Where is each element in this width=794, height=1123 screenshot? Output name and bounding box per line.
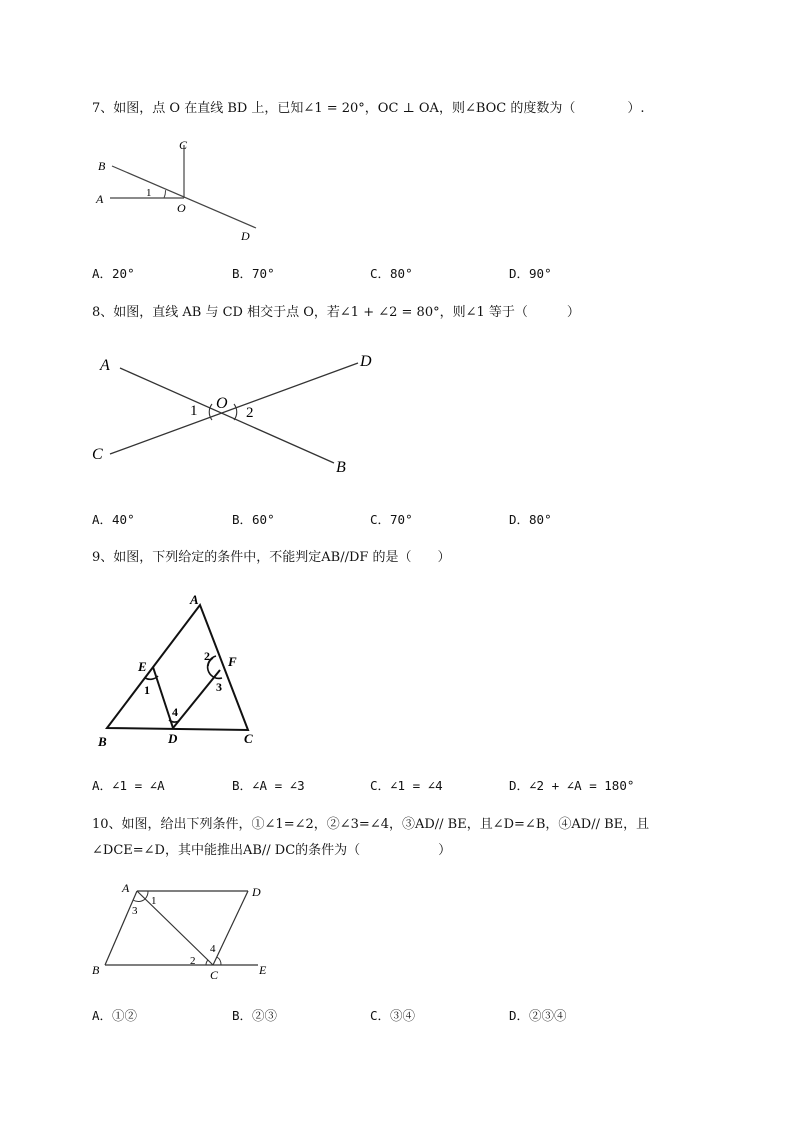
q8-angle-1-label: 1: [190, 403, 198, 419]
q7-option-c[interactable]: C．80°: [370, 266, 413, 281]
q10-label-c: C: [210, 968, 219, 982]
q9-label-d: D: [168, 731, 178, 746]
q9-option-b[interactable]: B．∠A = ∠3: [232, 778, 305, 793]
question-8-figure: [88, 346, 388, 480]
question-8-stem: 8、如图，直线 AB 与 CD 相交于点 O，若∠1 + ∠2 = 80°，则∠1 等于（ ）: [92, 305, 580, 320]
q8-label-o: O: [216, 395, 228, 412]
q9-angle-3-label: 3: [216, 680, 222, 694]
question-9-figure: [94, 590, 274, 750]
q10-angle-4-label: 4: [210, 943, 216, 955]
q9-angle-4-label: 4: [172, 705, 178, 719]
q10-label-b: B: [92, 963, 100, 977]
question-7-figure: [90, 136, 270, 246]
question-10-stem-line2: ∠DCE=∠D，其中能推出AB// DC的条件为（ ）: [92, 843, 452, 858]
q9-angle-1-label: 1: [144, 683, 150, 697]
q8-option-d[interactable]: D．80°: [509, 512, 552, 527]
q8-option-a[interactable]: A．40°: [92, 512, 135, 527]
q10-option-d[interactable]: D．②③④: [509, 1008, 567, 1023]
q9-option-d[interactable]: D．∠2 + ∠A = 180°: [509, 778, 635, 793]
q10-angle-2-label: 2: [190, 955, 196, 967]
question-10-figure: [90, 880, 280, 980]
q7-label-d: D: [241, 229, 250, 243]
q10-label-d: D: [252, 885, 261, 899]
q8-angle-2-label: 2: [246, 405, 254, 421]
q7-label-c: C: [179, 138, 188, 152]
q10-option-c[interactable]: C．③④: [370, 1008, 416, 1023]
q8-label-c: C: [92, 446, 103, 463]
q10-label-e: E: [259, 963, 267, 977]
q10-option-b[interactable]: B．②③: [232, 1008, 278, 1023]
q10-angle-3-label: 3: [132, 905, 138, 917]
q10-option-a[interactable]: A．①②: [92, 1008, 138, 1023]
q9-label-a: A: [190, 592, 199, 607]
q10-angle-1-label: 1: [151, 895, 157, 907]
q7-option-a[interactable]: A．20°: [92, 266, 135, 281]
q10-label-a: A: [122, 881, 130, 895]
q8-label-d: D: [360, 353, 372, 370]
q9-label-b: B: [98, 734, 107, 749]
q9-label-f: F: [228, 654, 237, 669]
q8-option-c[interactable]: C．70°: [370, 512, 413, 527]
q7-option-d[interactable]: D．90°: [509, 266, 552, 281]
q9-option-a[interactable]: A．∠1 = ∠A: [92, 778, 165, 793]
q7-angle-1-label: 1: [146, 187, 152, 199]
q9-label-e: E: [138, 659, 147, 674]
question-10-stem-line1: 10、如图，给出下列条件，①∠1=∠2，②∠3=∠4，③AD// BE，且∠D=∠B，④AD// BE，且: [92, 817, 650, 832]
q7-option-b[interactable]: B．70°: [232, 266, 275, 281]
question-9-stem: 9、如图，下列给定的条件中，不能判定AB//DF 的是（ ）: [92, 550, 451, 565]
question-7-stem: 7、如图，点 O 在直线 BD 上，已知∠1 = 20°，OC ⊥ OA，则∠BOC 的度数为（ ）.: [92, 101, 645, 116]
q7-label-a: A: [96, 192, 104, 206]
q8-label-b: B: [336, 459, 346, 476]
q9-label-c: C: [244, 731, 253, 746]
q7-label-b: B: [98, 159, 106, 173]
q7-label-o: O: [177, 201, 186, 215]
q9-option-c[interactable]: C．∠1 = ∠4: [370, 778, 443, 793]
q9-angle-2-label: 2: [204, 649, 210, 663]
q8-label-a: A: [100, 357, 110, 374]
q8-option-b[interactable]: B．60°: [232, 512, 275, 527]
